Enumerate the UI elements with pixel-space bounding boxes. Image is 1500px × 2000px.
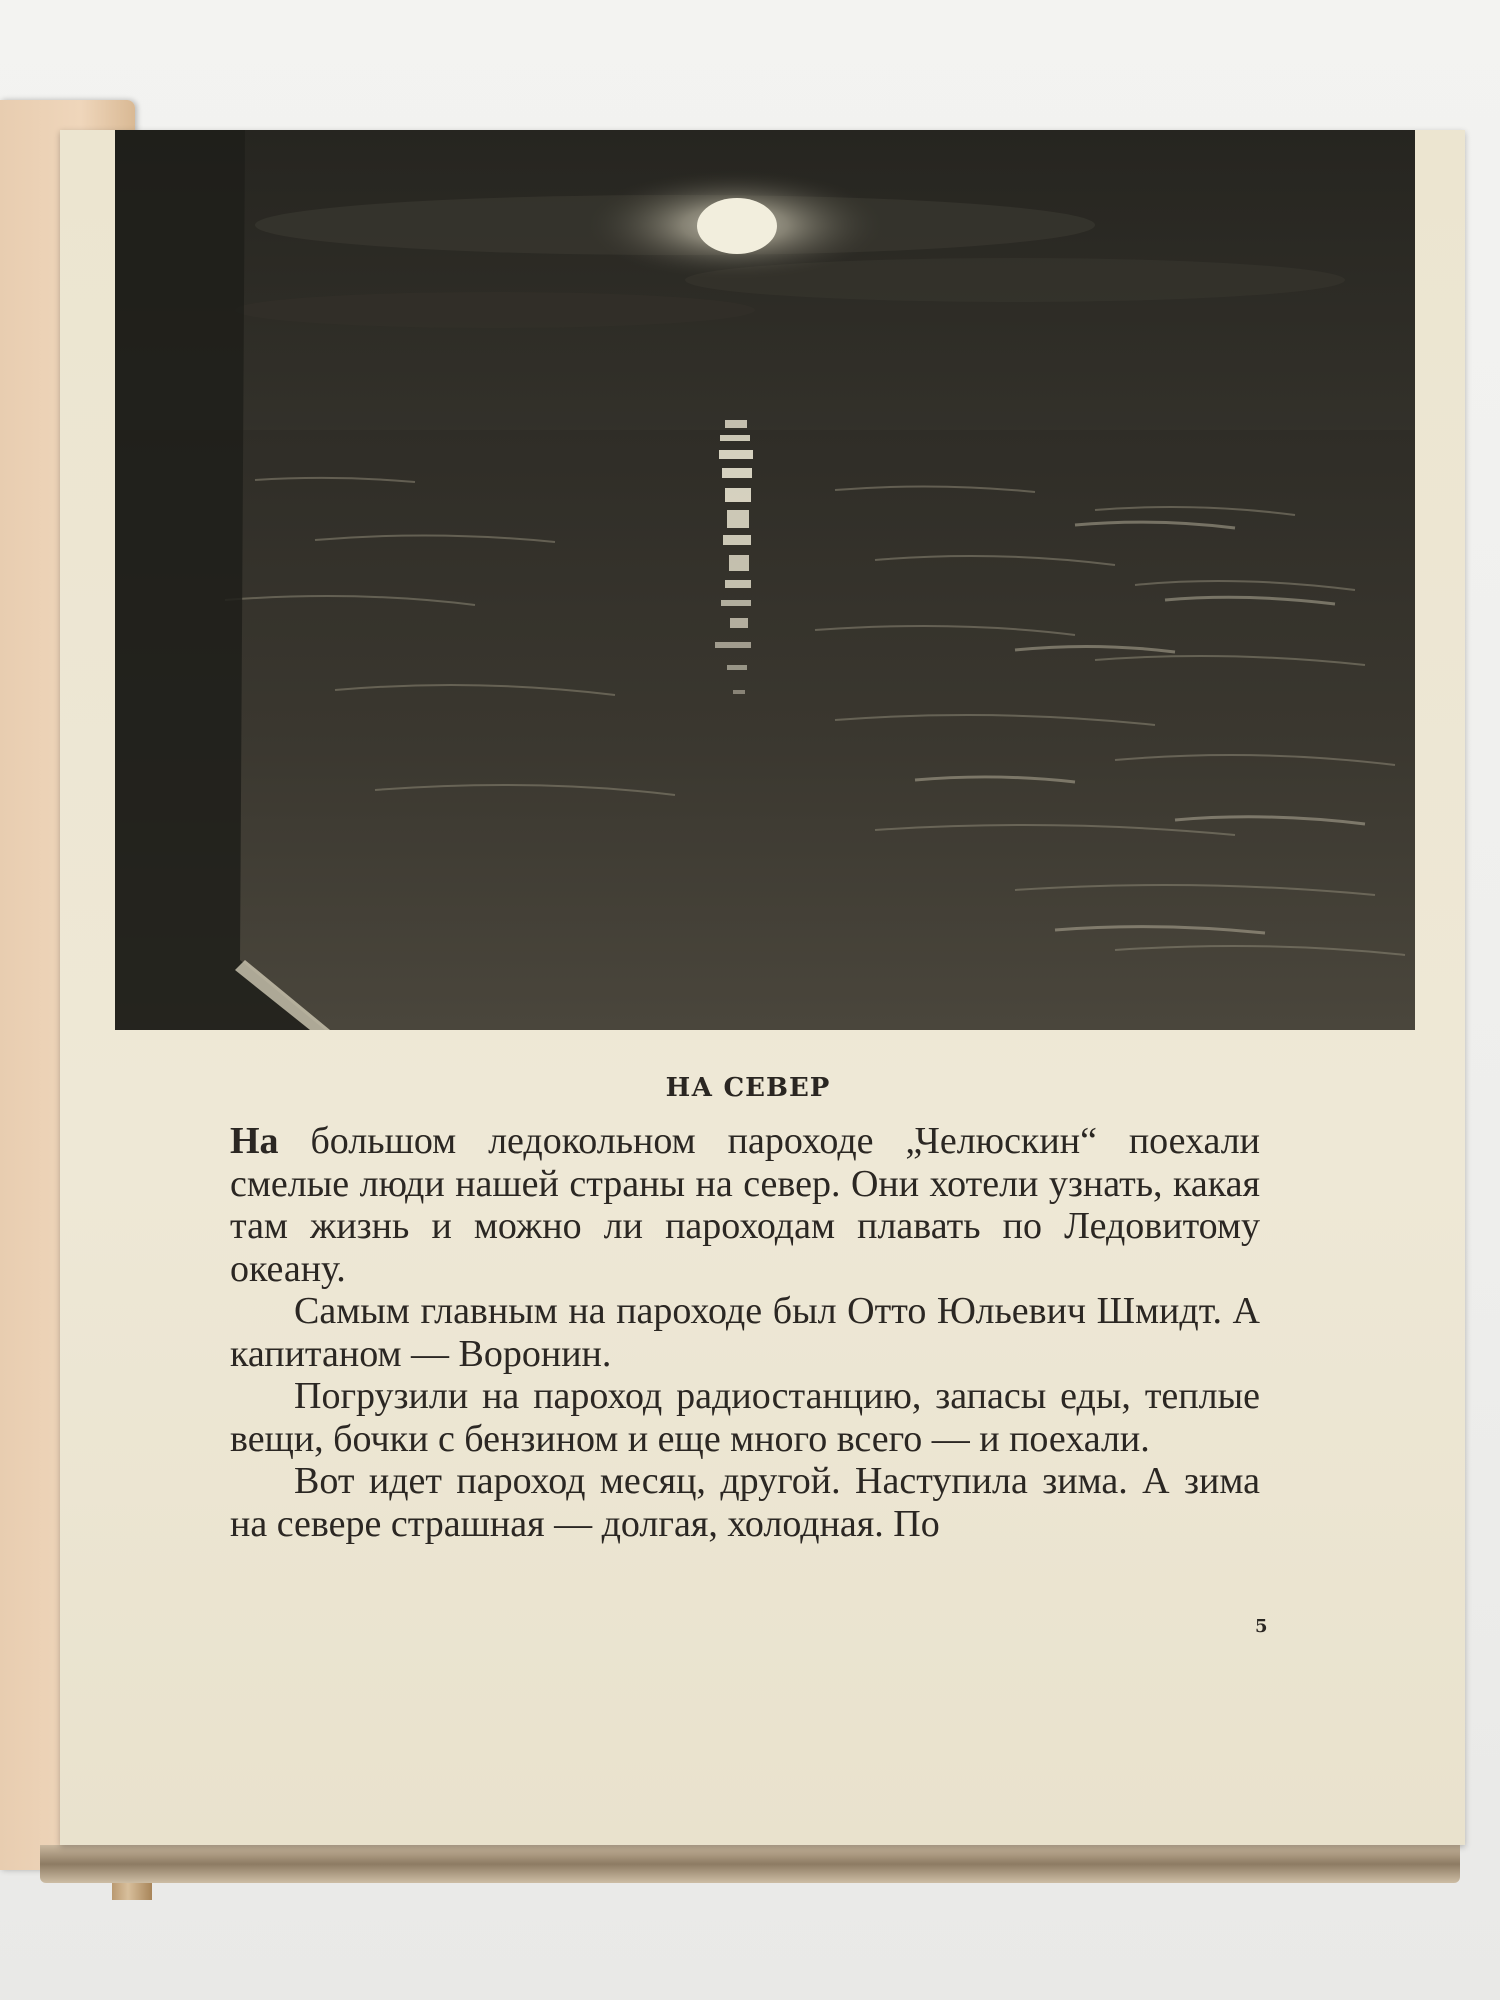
moonlit-sea-photo <box>115 130 1415 1030</box>
page-number: 5 <box>1255 1616 1268 1637</box>
paragraph-1 <box>230 1120 1260 1290</box>
paragraph-1-text: большом ледокольном пароходе „Челюскин“ поехали смелые люди нашей страны на север. Они хотели узнать, какая там жизнь и можно ли пароходам плавать по Ледовитому океану. <box>230 1120 1260 1290</box>
book-cover-bottom-edge <box>40 1845 1460 1883</box>
paragraph-4: Вот идет пароход месяц, другой. Наступила зима. А зима на севере страшная — долгая, холодная. По <box>230 1460 1260 1545</box>
paragraph-2: Самым главным на пароходе был Отто Юльевич Шмидт. А капитаном — Воронин. <box>230 1290 1260 1375</box>
body-text <box>230 1120 1260 1545</box>
chapter-heading-text: НА СЕВЕР <box>665 1073 831 1103</box>
paragraph-1-dropcap: На <box>230 1120 279 1162</box>
paragraph-3: Погрузили на пароход радиостанцию, запасы еды, теплые вещи, бочки с бензином и еще много всего — и поехали. <box>230 1375 1260 1460</box>
chapter-heading <box>0 1073 1500 1103</box>
